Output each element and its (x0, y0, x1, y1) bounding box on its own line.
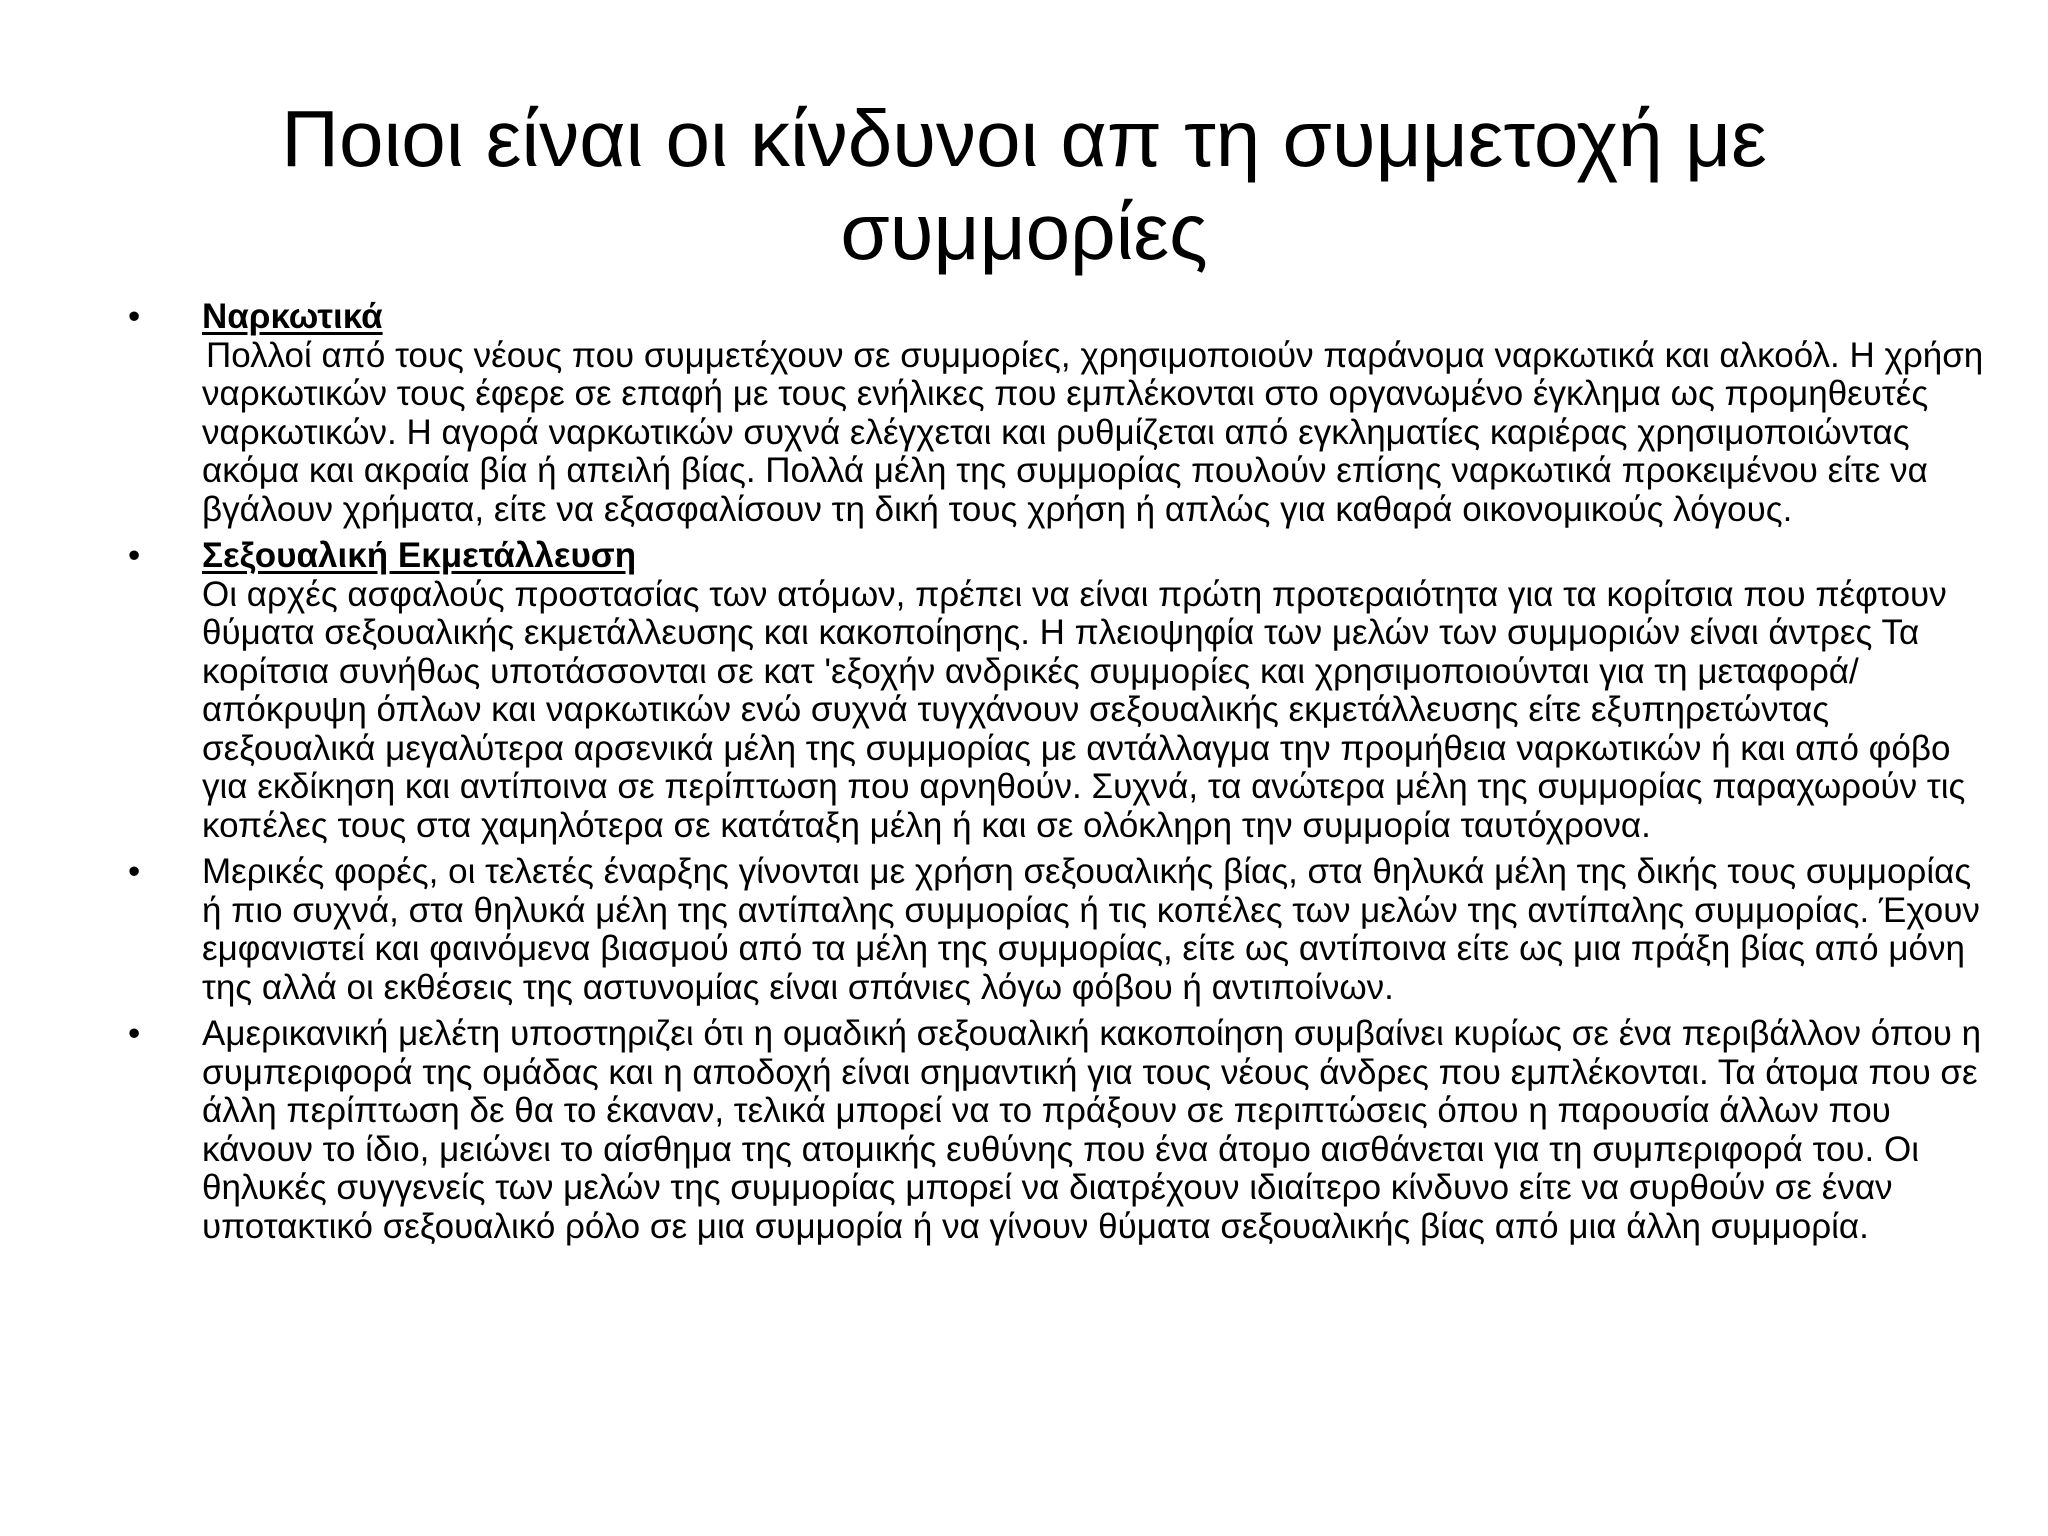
title-line-2: συμμορίες (840, 187, 1208, 276)
bullet-item-initiation-rites (128, 853, 1988, 1007)
bullet-marker: • (128, 297, 141, 336)
slide-title (240, 92, 1808, 278)
bullet-item-american-study (128, 1015, 1988, 1246)
bullet-marker: • (128, 1014, 141, 1053)
bullet-text-american-study: Αμερικανική μελέτη υποστηριζει ότι η ομαδική σεξουαλική κακοποίηση συμβαίνει κυρίως σε ένα περιβάλλον όπου η συμπεριφορά της ομάδας και η αποδοχή είναι σημαντική για τους νέους άνδρες που εμπλέκονται. Τα άτομα που σε άλλη περίπτωση δε θα το έκαναν, τελικά μπορεί να το πράξουν σε περιπτώσεις όπου η παρουσία άλλων που κάνουν το ίδιο, μειώνει το αίσθημα της ατομικής ευθύνης που ένα άτομο αισθάνεται για τη συμπεριφορά του. Οι θηλυκές συγγενείς των μελών της συμμορίας μπορεί να διατρέχουν ιδιαίτερο κίνδυνο είτε να συρθούν σε έναν υποτακτικό σεξουαλικό ρόλο σε μια συμμορία ή να γίνουν θύματα σεξουαλικής βίας από μια άλλη συμμορία. (202, 1014, 1982, 1246)
bullet-text-initiation-rites: Μερικές φορές, οι τελετές έναρξης γίνονται με χρήση σεξουαλικής βίας, στα θηλυκά μέλη της δικής τους συμμορίας ή πιο συχνά, στα θηλυκά μέλη της αντίπαλης συμμορίας ή τις κοπέλες των μελών της αντίπαλης συμμορίας. Έχουν εμφανιστεί και φαινόμενα βιασμού από τα μέλη της συμμορίας, είτε ως αντίποινα είτε ως μια πράξη βίας από μόνη της αλλά οι εκθέσεις της αστυνομίας είναι σπάνιες λόγω φόβου ή αντιποίνων. (202, 852, 1980, 1007)
title-line-1: Ποιοι είναι οι κίνδυνοι απ τη συμμετοχή με (281, 94, 1767, 183)
bullet-heading-drugs: Ναρκωτικά (202, 297, 383, 336)
bullet-item-drugs (128, 298, 1988, 529)
bullet-item-sexual-exploitation (128, 537, 1988, 845)
bullet-list (128, 298, 1988, 1254)
bullet-marker: • (128, 536, 141, 575)
bullet-marker: • (128, 852, 141, 891)
bullet-heading-sexual-exploitation: Σεξουαλική Εκμετάλλευση (202, 536, 637, 575)
bullet-text-sexual-exploitation: Οι αρχές ασφαλούς προστασίας των ατόμων, πρέπει να είναι πρώτη προτεραιότητα για τα κορίτσια που πέφτουν θύματα σεξουαλικής εκμετάλλευσης και κακοποίησης. Η πλειοψηφία των μελών των συμμοριών είναι άντρες Τα κορίτσια συνήθως υποτάσσονται σε κατ 'εξοχήν ανδρικές συμμορίες και χρησιμοποιούνται για τη μεταφορά/απόκρυψη όπλων και ναρκωτικών ενώ συχνά τυγχάνουν σεξουαλικής εκμετάλλευσης είτε εξυπηρετώντας σεξουαλικά μεγαλύτερα αρσενικά μέλη της συμμορίας με αντάλλαγμα την προμήθεια ναρκωτικών ή και από φόβο για εκδίκηση και αντίποινα σε περίπτωση που αρνηθούν. Συχνά, τα ανώτερα μέλη της συμμορίας παραχωρούν τις κοπέλες τους στα χαμηλότερα σε κατάταξη μέλη ή και σε ολόκληρη την συμμορία ταυτόχρονα. (202, 574, 1966, 845)
bullet-text-drugs: Πολλοί από τους νέους που συμμετέχουν σε συμμορίες, χρησιμοποιούν παράνομα ναρκωτικά και αλκοόλ. Η χρήση ναρκωτικών τους έφερε σε επαφή με τους ενήλικες που εμπλέκονται στο οργανωμένο έγκλημα ως προμηθευτές ναρκωτικών. Η αγορά ναρκωτικών συχνά ελέγχεται και ρυθμίζεται από εγκληματίες καριέρας χρησιμοποιώντας ακόμα και ακραία βία ή απειλή βίας. Πολλά μέλη της συμμορίας πουλούν επίσης ναρκωτικά προκειμένου είτε να βγάλουν χρήματα, είτε να εξασφαλίσουν τη δική τους χρήση ή απλώς για καθαρά οικονομικούς λόγους. (202, 335, 1984, 529)
